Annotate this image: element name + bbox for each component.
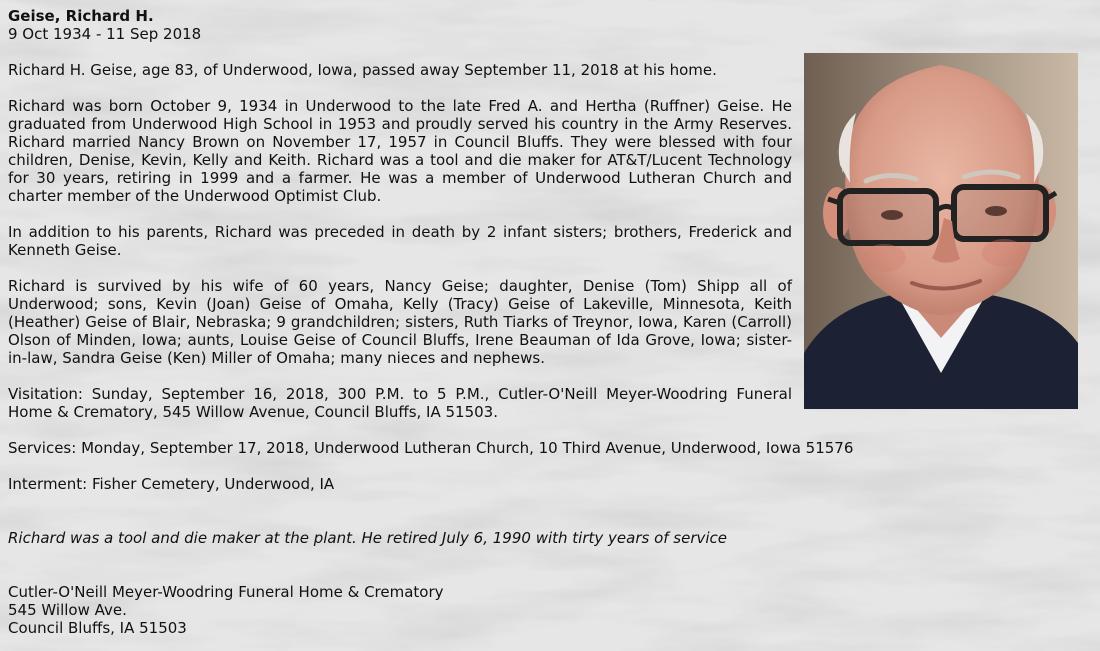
obituary-survivors: Richard is survived by his wife of 60 years, Nancy Geise; daughter, Denise (Tom) Shipp all of Underwood; sons, Kevin (Joan) Geise of Omaha, Kelly (Tracy) Geise of Lakeville, Minnesota, Keith (Heather) Geise of Blair, Nebraska; 9 grandchildren; sisters, Ruth Tiarks of Treynor, Iowa, Karen (Carroll) Olson of Minden, Iowa; aunts, Louise Geise of Council Bluffs, Irene Beauman of Ida Grove, Iowa; sister-in-law, Sandra Geise (Ken) Miller of Omaha; many nieces and nephews. [8, 277, 792, 367]
portrait-photo [804, 53, 1078, 409]
life-dates: 9 Oct 1934 - 11 Sep 2018 [8, 25, 202, 43]
obituary-preceded: In addition to his parents, Richard was preceded in death by 2 infant sisters; brothers, Frederick and Kenneth Geise. [8, 223, 792, 259]
services-info: Services: Monday, September 17, 2018, Underwood Lutheran Church, 10 Third Avenue, Underwood, Iowa 51576 [8, 439, 854, 457]
funeral-home-name: Cutler-O'Neill Meyer-Woodring Funeral Home & Crematory [8, 583, 444, 601]
funeral-home-street: 545 Willow Ave. [8, 601, 127, 619]
interment-info: Interment: Fisher Cemetery, Underwood, IA [8, 475, 335, 493]
person-name: Geise, Richard H. [8, 7, 154, 25]
funeral-home-city: Council Bluffs, IA 51503 [8, 619, 187, 637]
obituary-biography: Richard was born October 9, 1934 in Underwood to the late Fred A. and Hertha (Ruffner) Geise. He graduated from Underwood High School in 1953 and proudly served his country in the Army Reserves. Richard married Nancy Brown on November 17, 1957 in Council Bluffs. They were blessed with four children, Denise, Kevin, Kelly and Keith. Richard was a tool and die maker for AT&T/Lucent Technology for 30 years, retiring in 1999 and a farmer. He was a member of Underwood Lutheran Church and charter member of the Underwood Optimist Club. [8, 97, 792, 205]
obituary-intro: Richard H. Geise, age 83, of Underwood, Iowa, passed away September 11, 2018 at his home. [8, 61, 717, 79]
visitation-info: Visitation: Sunday, September 16, 2018, 300 P.M. to 5 P.M., Cutler-O'Neill Meyer-Woodring Funeral Home & Crematory, 545 Willow Avenue, Council Bluffs, IA 51503. [8, 385, 792, 421]
career-note: Richard was a tool and die maker at the plant. He retired July 6, 1990 with tirty years of service [8, 529, 728, 547]
